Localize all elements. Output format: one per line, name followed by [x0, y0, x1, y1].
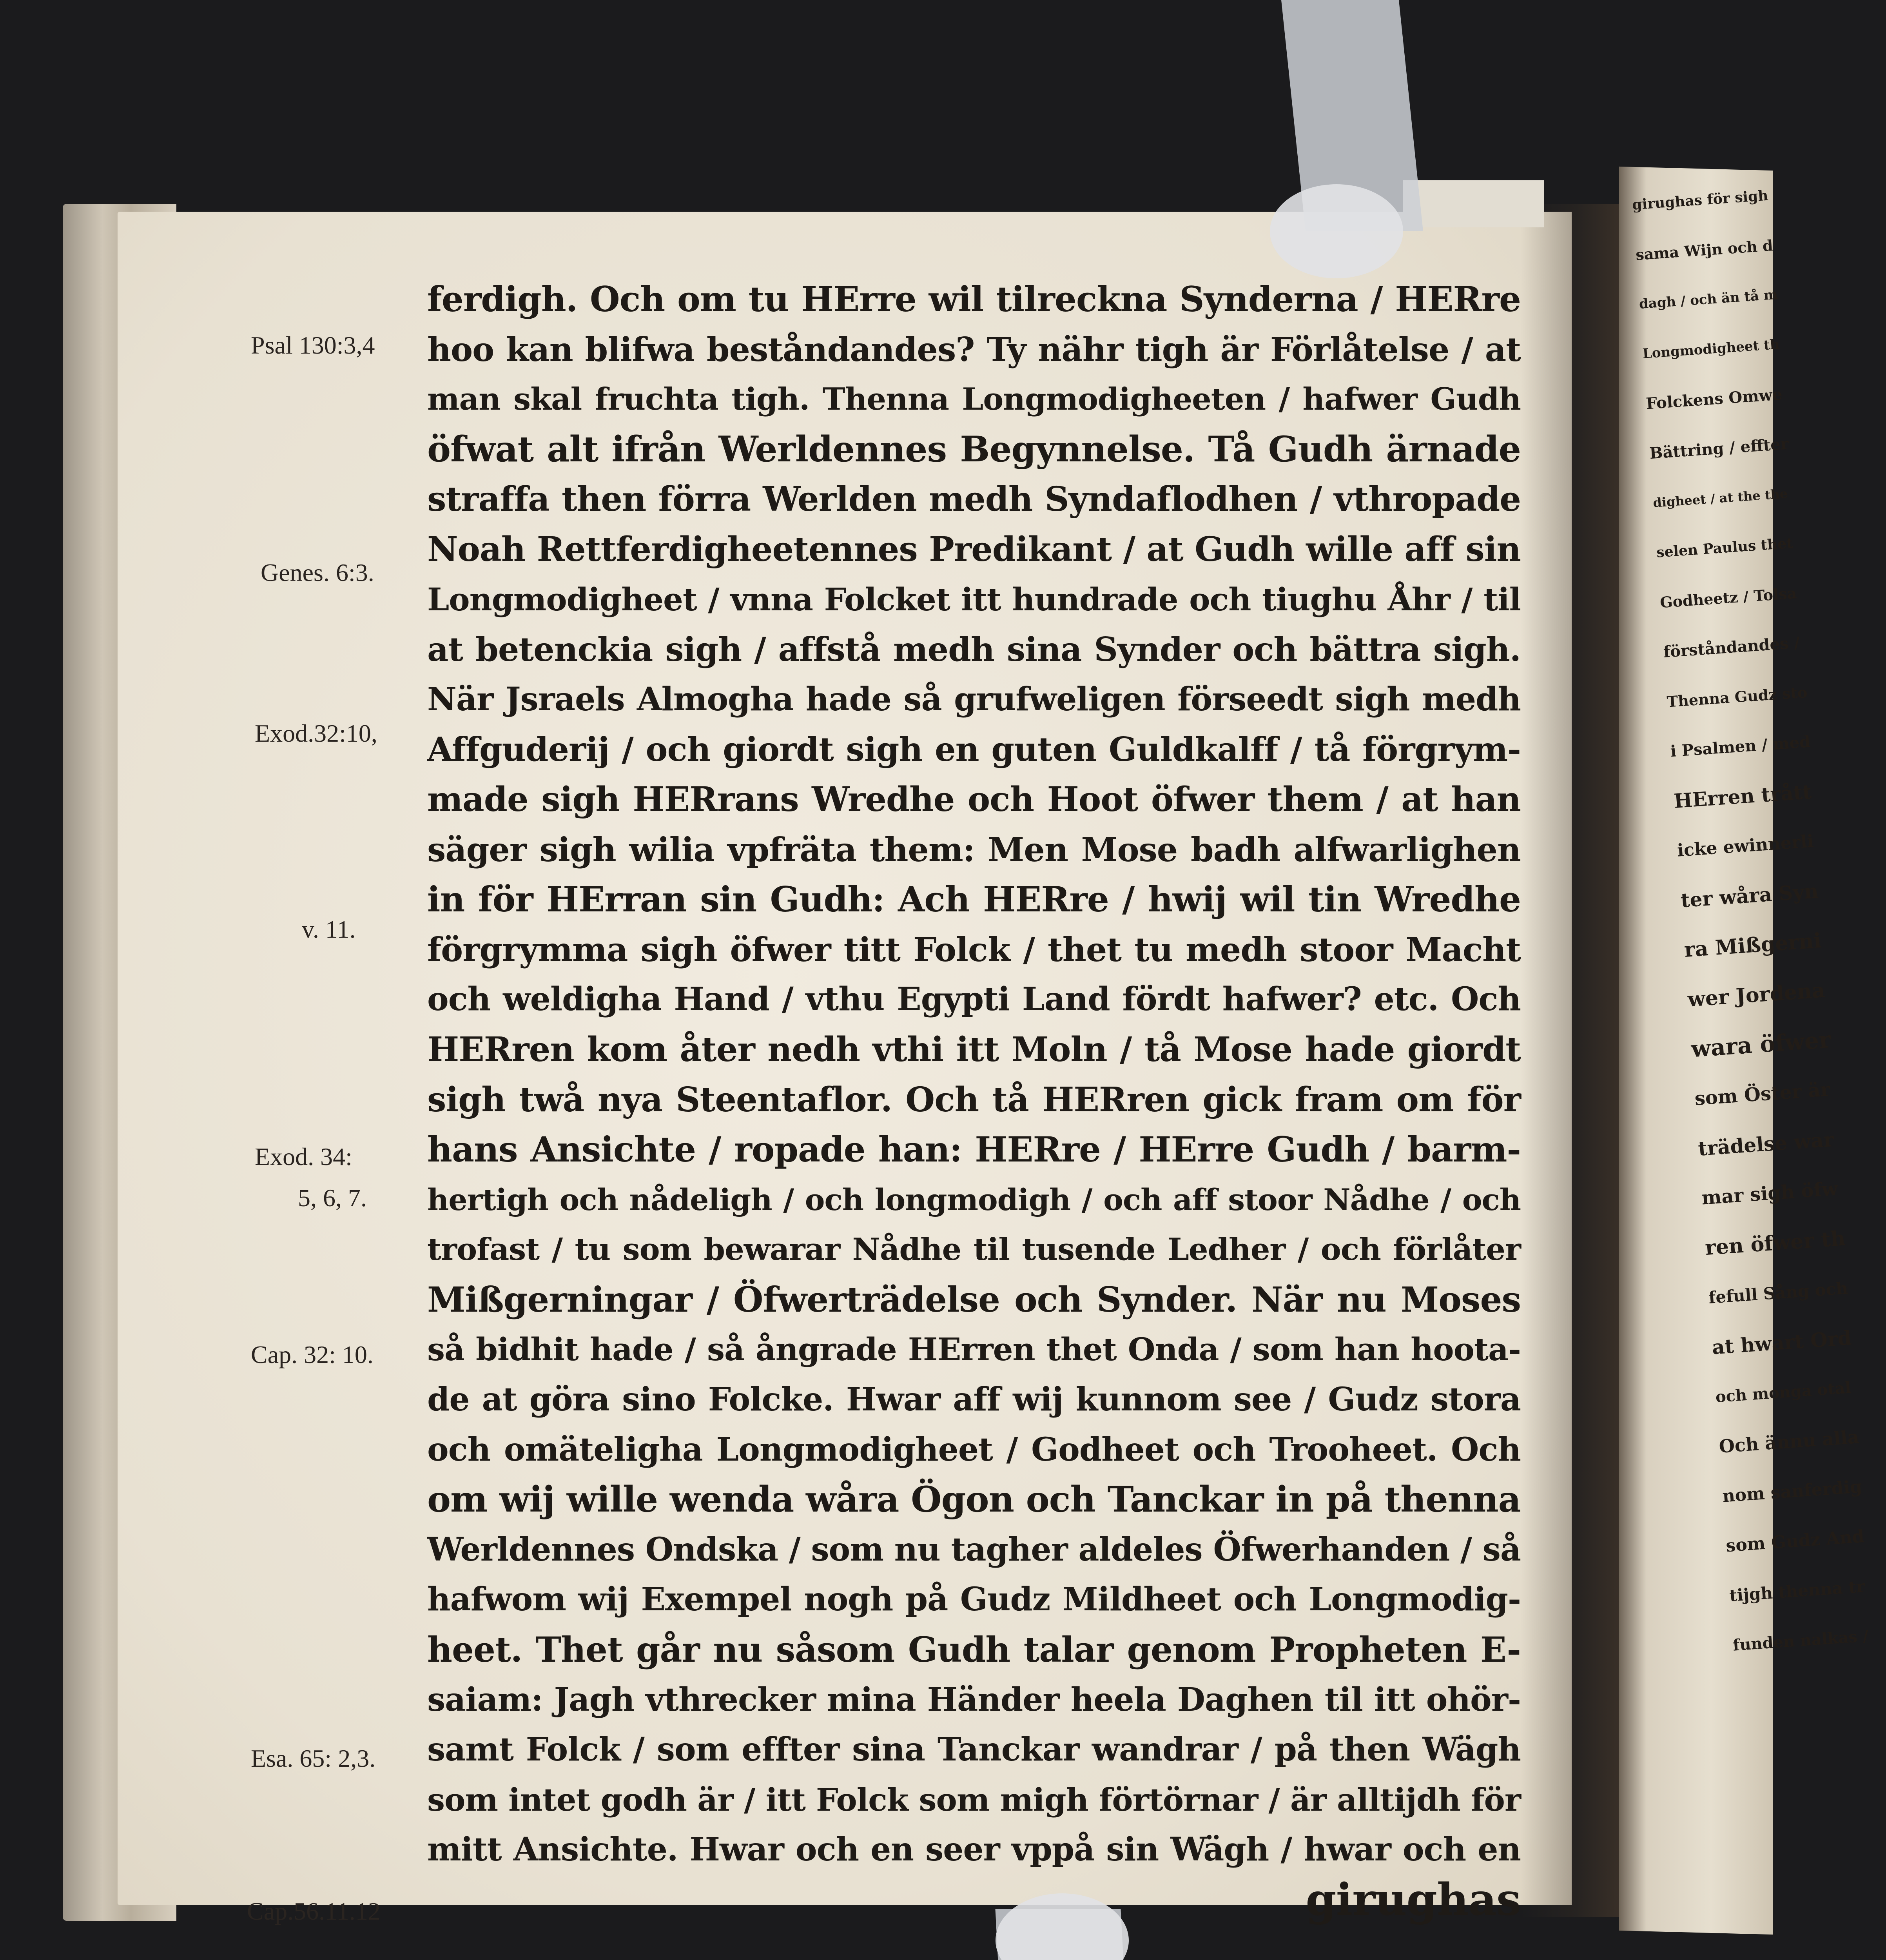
text-line: hafwom wij Exempel nogh på Gudz Mildheet och Longmodig- — [427, 1581, 1521, 1619]
facing-line: ter wåra Syn — [1680, 879, 1819, 912]
top-strap-end — [1270, 184, 1403, 278]
facing-line: trädelse war — [1697, 1127, 1835, 1160]
text-line: hoo kan blifwa beståndandes? Ty nähr tigh är Förlåtelse / at — [427, 330, 1521, 369]
facing-line: ra Mißgerni — [1683, 928, 1823, 962]
text-line: säger sigh wilia vpfräta them: Men Mose badh alfwarlighen — [427, 830, 1521, 869]
facing-line: och monga otal — [1715, 1378, 1852, 1406]
facing-line: Godheetz / Tolsa — [1659, 584, 1797, 612]
text-line: trofast / tu som bewarar Nådhe til tusende Ledher / och förlåter — [427, 1232, 1521, 1268]
facing-line: selen Paulus thet — [1656, 535, 1794, 561]
margin-note: Esa. 65: 2,3. — [251, 1744, 376, 1772]
text-line: man skal fruchta tigh. Thenna Longmodigheeten / hafwer Gudh — [427, 381, 1521, 417]
facing-line: Och ännu alla — [1718, 1426, 1860, 1457]
facing-line: i Psalmen / med — [1670, 732, 1811, 761]
text-line: Mißgerningar / Öfwerträdelse och Synder. När nu Moses — [427, 1279, 1521, 1320]
facing-line: sama Wijn och d — [1635, 236, 1774, 264]
facing-line: förståndandes / — [1663, 633, 1801, 662]
text-line: och omäteligha Longmodigheet / Godheet och Trooheet. Och — [427, 1430, 1521, 1468]
text-line: hans Ansichte / ropade han: HERre / HErre Gudh / barm- — [427, 1129, 1521, 1170]
facing-line: Longmodigheet th — [1642, 336, 1780, 362]
facing-line: wara öfwer — [1690, 1026, 1832, 1063]
text-line: heet. Thet går nu såsom Gudh talar genom Propheten E- — [427, 1629, 1521, 1670]
margin-note: 5, 6, 7. — [298, 1184, 367, 1212]
text-line: så bidhit hade / så ångrade HErren thet Onda / som han hoota- — [427, 1331, 1521, 1368]
catchword: girughas — [1306, 1874, 1521, 1926]
margin-note: v. 11. — [302, 915, 356, 943]
facing-line: ren öfwer th — [1704, 1226, 1846, 1260]
facing-line: digheet / at the the — [1652, 486, 1788, 510]
facing-line: icke ewinnerli — [1676, 831, 1815, 861]
text-line: ferdigh. Och om tu HErre wil tilreckna Synderna / HERre — [427, 279, 1521, 319]
margin-note: Psal 130:3,4 — [251, 331, 375, 359]
text-line: in för HErran sin Gudh: Ach HERre / hwij wil tin Wredhe — [427, 879, 1521, 920]
facing-line: Bättring / effter — [1649, 434, 1790, 463]
main-text-block — [427, 274, 1521, 1925]
facing-line: som Gudz And — [1725, 1526, 1865, 1556]
facing-line: fefull Sång och — [1708, 1278, 1849, 1307]
text-line: de at göra sino Folcke. Hwar aff wij kunnom see / Gudz stora — [427, 1381, 1521, 1419]
text-line: samt Folck / som effter sina Tanckar wandrar / på then Wägh — [427, 1731, 1521, 1769]
facing-line: HErren trått — [1673, 780, 1812, 813]
text-line: om wij wille wenda wåra Ögon och Tanckar in på thenna — [427, 1479, 1521, 1521]
text-line: saiam: Jagh vthrecker mina Händer heela Daghen til itt ohör- — [427, 1681, 1521, 1719]
facing-line: dagh / och än tå m — [1638, 287, 1779, 312]
facing-line: mar sigh öfw — [1701, 1178, 1839, 1209]
page-tab — [1403, 180, 1544, 227]
text-line: och weldigha Hand / vthu Egypti Land fördt hafwer? etc. Och — [427, 980, 1521, 1018]
facing-line: som Öster är — [1694, 1078, 1831, 1110]
text-line: hertigh och nådeligh / och longmodigh / och aff stoor Nådhe / och — [427, 1182, 1521, 1217]
facing-line: tijgh thenna tr — [1728, 1577, 1866, 1606]
text-line: HERren kom åter nedh vthi itt Moln / tå Mose hade giordt — [427, 1029, 1521, 1069]
text-line: Affguderij / och giordt sigh en guten Guldkalff / tå förgrym- — [427, 730, 1521, 769]
book-gutter — [1521, 204, 1623, 1917]
margin-note: Exod. 34: — [255, 1143, 352, 1171]
margin-note: Genes. 6:3. — [261, 559, 374, 586]
facing-line: girughas för sigh — [1631, 187, 1769, 213]
facing-line: Thenna Gudz sto — [1666, 683, 1808, 711]
text-line: förgrymma sigh öfwer titt Folck / thet tu medh stoor Macht — [427, 930, 1521, 969]
facing-line: nom sanferdig — [1721, 1476, 1863, 1506]
margin-note: Cap.56.11.12 — [247, 1897, 381, 1925]
margin-note: Exod.32:10, — [255, 719, 377, 747]
text-line: at betenckia sigh / affstå medh sina Synder och bättra sigh. — [427, 630, 1521, 669]
text-line: made sigh HERrans Wredhe och Hoot öfwer them / at han — [427, 779, 1521, 819]
facing-line: funden nalkas / — [1732, 1626, 1869, 1655]
text-line: som intet godh är / itt Folck som migh förtörnar / är alltijdh för — [427, 1781, 1521, 1818]
text-line: När Jsraels Almogha hade så grufweligen förseedt sigh medh — [427, 680, 1521, 718]
text-line: sigh twå nya Steentaflor. Och tå HERren gick fram om för — [427, 1080, 1521, 1120]
text-line: Longmodigheet / vnna Folcket itt hundrade och tiughu Åhr / til — [427, 581, 1521, 618]
text-line: öfwat alt ifrån Werldennes Begynnelse. Tå Gudh ärnade — [427, 428, 1521, 470]
facing-line: Folckens Omwe — [1645, 385, 1783, 413]
margin-note: Cap. 32: 10. — [251, 1341, 374, 1368]
facing-line: at hwart Ord — [1711, 1326, 1852, 1359]
text-line: Noah Rettferdigheetennes Predikant / at Gudh wille aff sin — [427, 529, 1521, 569]
facing-line: wer Jordena — [1687, 978, 1826, 1012]
text-line: straffa then förra Werlden medh Syndaflodhen / vthropade — [427, 479, 1521, 519]
text-line: Werldennes Ondska / som nu tagher aldeles Öfwerhanden / så — [427, 1530, 1521, 1568]
text-line: mitt Ansichte. Hwar och en seer vppå sin Wägh / hwar och en — [427, 1831, 1521, 1869]
